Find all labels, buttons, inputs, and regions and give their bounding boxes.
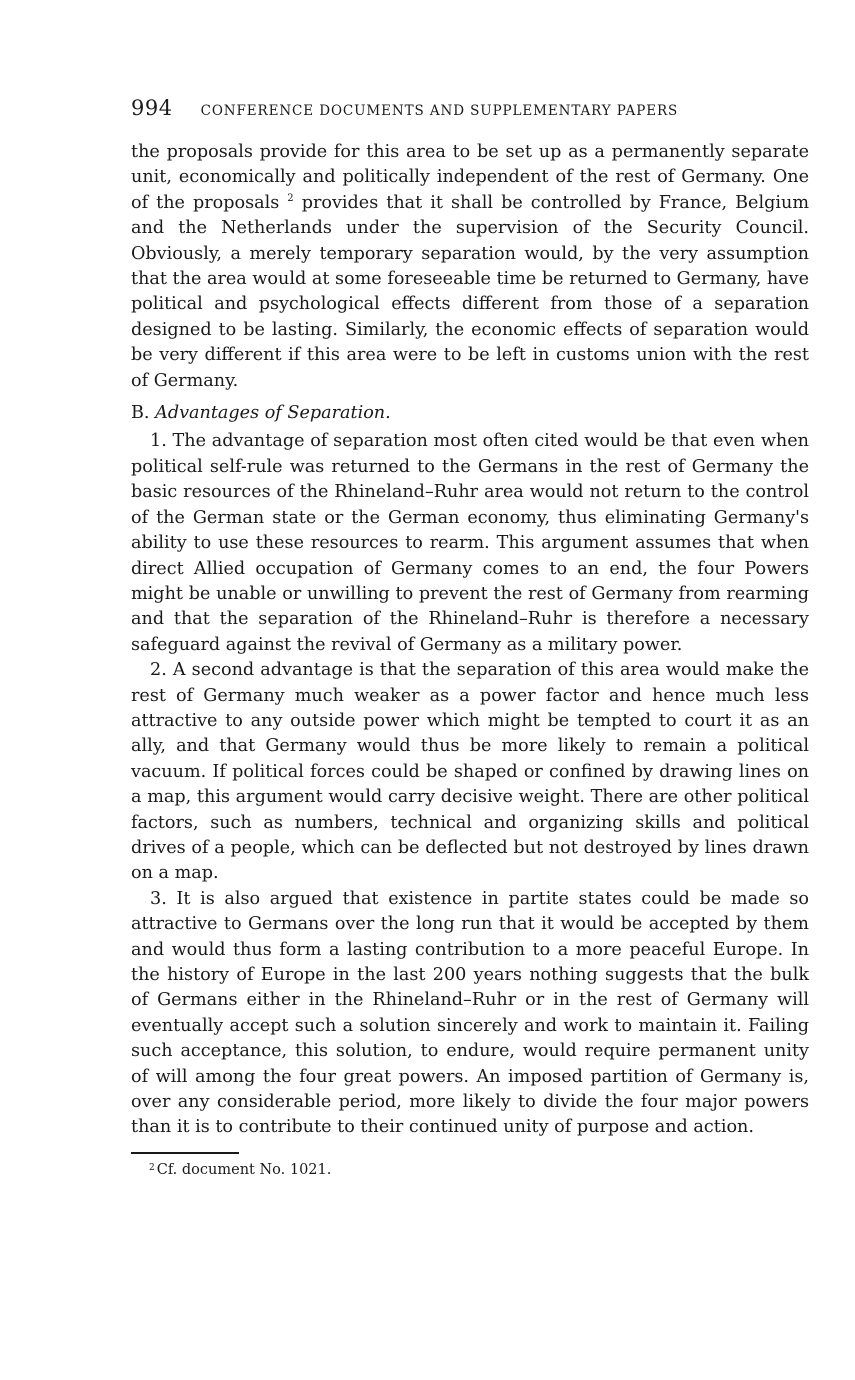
page-number: 994: [131, 96, 173, 120]
body-text: [131, 140, 809, 1141]
section-title: Advantages of Separation.: [155, 403, 391, 424]
document-page: [131, 96, 809, 1180]
section-letter: B.: [131, 403, 150, 424]
paragraph-intro: [131, 140, 809, 394]
section-heading: [131, 401, 809, 426]
numbered-paragraph-2: 2. A second advantage is that the separation of this area would make the rest of Germany much weaker as a power factor and hence much less attractive to any outside power which might be tempted to court it as an ally, and that Germany would thus be more likely to remain a political vacuum. If political forces could be shaped or confined by drawing lines on a map, this argument would carry decisive weight. There are other political factors, such as numbers, technical and organizing skills and political drives of a people, which can be deflected but not destroyed by lines drawn on a map.: [131, 660, 809, 884]
numbered-paragraph-3: 3. It is also argued that existence in partite states could be made so attractive to Germans over the long run that it would be accepted by them and would thus form a lasting contribution to a more peaceful Europe. In the history of Europe in the last 200 years nothing suggests that the bulk of Germans either in the Rhineland–Ruhr or in the rest of Germany will eventually accept such a solution sincerely and work to maintain it. Failing such acceptance, this solution, to endure, would require permanent unity of will among the four great powers. An imposed partition of Germany is, over any considerable period, more likely to divide the four major powers than it is to contribute to their continued unity of purpose and action.: [131, 888, 809, 1138]
footnote: [131, 1160, 809, 1180]
numbered-paragraph-1: 1. The advantage of separation most often cited would be that even when political self-rule was returned to the Germans in the rest of Germany the basic resources of the Rhineland–Ruhr area would not return to the control of the German state or the German economy, thus eliminating Germany's ability to use these resources to rearm. This argument assumes that when direct Allied occupation of Germany comes to an end, the four Powers might be unable or unwilling to prevent the rest of Germany from rearming and that the separation of the Rhineland–Ruhr is therefore a necessary safeguard against the revival of Germany as a military power.: [131, 431, 809, 655]
footnote-reference: 2: [287, 192, 294, 204]
paragraph-intro-part-2: provides that it shall be controlled by France, Belgium and the Netherlands under the supervision of the Security Council. Obviously, a merely temporary separation would, by the very assumption that the area would at some foreseeable time be returned to Germany, have political and psychological effects different from those of a separation designed to be lasting. Similarly, the economic effects of separation would be very different if this area were to be left in customs union with the rest of Germany.: [131, 192, 810, 391]
paragraph-intro-part-1: the proposals provide for this area to be set up as a permanently separate unit, economically and politically independent of the rest of Germany. One of the proposals: [131, 142, 809, 213]
footnote-text: Cf. document No. 1021.: [156, 1161, 332, 1178]
footnote-divider: [131, 1152, 239, 1154]
footnote-marker: 2: [149, 1162, 155, 1173]
running-title: CONFERENCE DOCUMENTS AND SUPPLEMENTARY PAPERS: [200, 103, 679, 119]
running-header: [131, 96, 809, 126]
